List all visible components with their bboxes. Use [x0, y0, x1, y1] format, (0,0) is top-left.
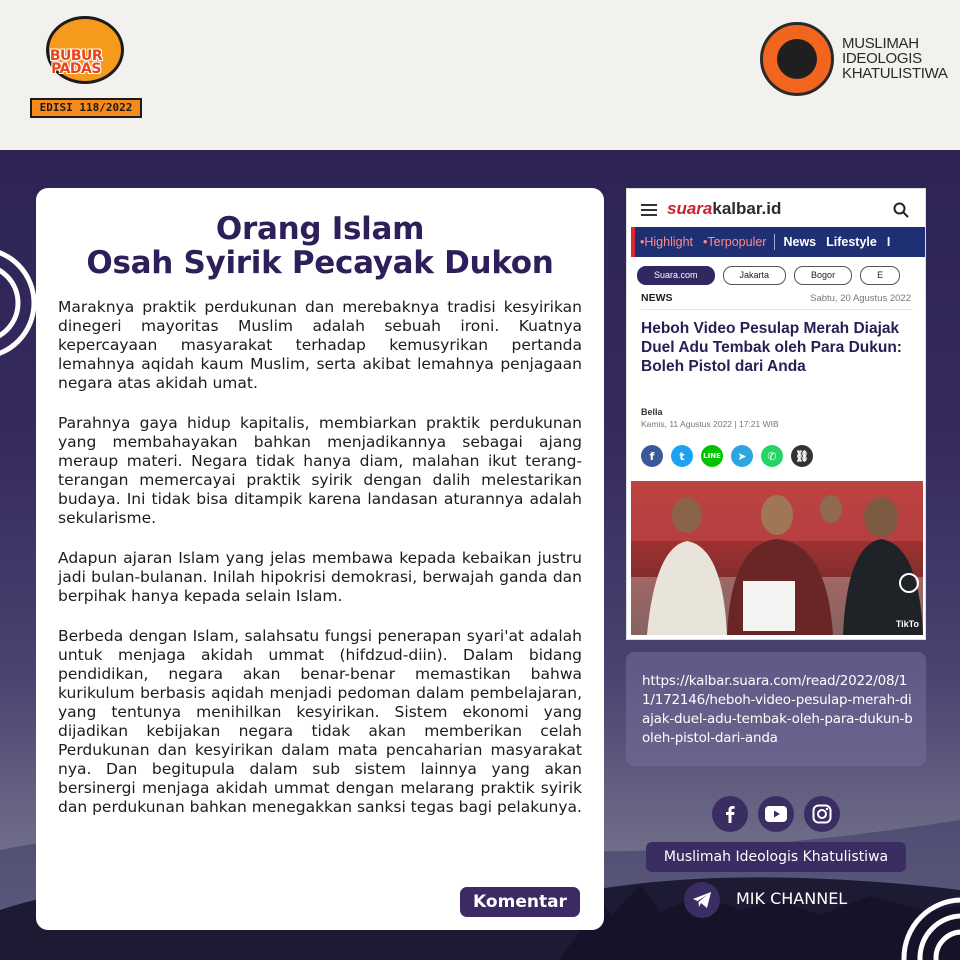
- decorative-ring-right: [900, 896, 960, 960]
- title-line-1: Orang Islam: [215, 211, 425, 247]
- pill-suara[interactable]: Suara.com: [637, 266, 715, 285]
- article-title: [36, 212, 604, 280]
- news-section-label: NEWS: [641, 292, 673, 304]
- edition-badge: EDISI 118/2022: [30, 98, 142, 118]
- instagram-icon[interactable]: [804, 796, 840, 832]
- news-site-logo[interactable]: [667, 199, 781, 219]
- telegram-icon[interactable]: ➤: [731, 445, 753, 467]
- site-suffix: kalbar.id: [712, 199, 782, 218]
- telegram-icon[interactable]: [684, 882, 720, 918]
- youtube-icon[interactable]: [758, 796, 794, 832]
- news-date: Sabtu, 20 Agustus 2022: [810, 293, 911, 304]
- wordmark-line-2: IDEOLOGIS: [842, 50, 922, 67]
- whatsapp-icon[interactable]: ✆: [761, 445, 783, 467]
- mik-channel-label[interactable]: MIK CHANNEL: [736, 889, 848, 908]
- site-prefix: suara: [667, 199, 713, 218]
- news-headline[interactable]: Heboh Video Pesulap Merah Diajak Duel Adu Tembak oleh Para Dukun: Boleh Pistol dari Anda: [641, 320, 902, 375]
- link-icon[interactable]: ⛓: [791, 445, 813, 467]
- people-photo-illustration: [631, 481, 923, 635]
- pill-jakarta[interactable]: Jakarta: [723, 266, 787, 285]
- news-topbar: [627, 189, 926, 227]
- search-icon[interactable]: [893, 202, 909, 218]
- line-icon[interactable]: LINE: [701, 445, 723, 467]
- news-author: Bella: [641, 407, 663, 417]
- news-published-time: Kamis, 11 Agustus 2022 | 17:21 WIB: [641, 419, 779, 429]
- twitter-icon[interactable]: t: [671, 445, 693, 467]
- news-divider: [641, 309, 913, 310]
- source-url-link[interactable]: https://kalbar.suara.com/read/2022/08/11/172146/heboh-video-pesulap-merah-diajak-duel-adu-tembak-oleh-para-dukun-boleh-pistol-dari-anda: [642, 673, 913, 746]
- hamburger-menu-icon[interactable]: [641, 204, 657, 214]
- bubur-padas-logo: [26, 14, 133, 114]
- mosque-icon: [777, 39, 817, 79]
- scalloped-edge: [0, 118, 960, 158]
- logo-brand-text: BUBUR PADAS: [49, 48, 103, 77]
- article-card: [36, 188, 604, 930]
- tiktok-watermark: TikTo: [895, 619, 919, 629]
- nav-lifestyle[interactable]: Lifestyle: [826, 235, 877, 249]
- mik-wordmark: [842, 36, 952, 81]
- source-url-box: [626, 652, 926, 766]
- article-paragraph: Adapun ajaran Islam yang jelas membawa kepada kebaikan justru jadi bulan-bulanan. Inilah hipokrisi demokrasi, berwajah ganda dan berpihak hanya kepada selain Islam.: [58, 549, 582, 605]
- decorative-ring-left: [0, 238, 40, 368]
- nav-news[interactable]: News: [783, 235, 817, 249]
- nav-terpopuler[interactable]: •Terpopuler: [703, 235, 767, 249]
- wordmark-line-3: KHATULISTIWA: [842, 65, 948, 82]
- news-nav-bar: [631, 227, 926, 257]
- news-photo: [631, 481, 923, 635]
- article-body: [58, 298, 582, 838]
- wordmark-line-1: MUSLIMAH: [842, 35, 919, 52]
- share-icons: [641, 445, 813, 467]
- facebook-icon[interactable]: f: [641, 445, 663, 467]
- nav-more[interactable]: I: [886, 235, 891, 249]
- facebook-icon[interactable]: [712, 796, 748, 832]
- social-handle[interactable]: Muslimah Ideologis Khatulistiwa: [646, 842, 906, 872]
- news-screenshot: [626, 188, 926, 640]
- pill-bogor[interactable]: Bogor: [794, 266, 852, 285]
- article-paragraph: Berbeda dengan Islam, salahsatu fungsi penerapan syari'at adalah untuk menjaga akidah ummat (hifdzud-diin). Dalam bidang pendidikan, negara akan benar-benar memastikan bahwa kurikulum berbasis aqidah menjadi pedoman dalam pembelajaran, yang tentunya menihilkan kesyirikan. Sistem ekonomi yang dijadikan kebijakan negara tidak akan memberikan celah Perdukunan dan kesyirikan dalam mata pencaharian masyarakat nya. Dan begitupula dalam sub sistem lainnya yang akan bersinergi menjaga akidah ummat dengan melarang praktik syirik dan perdukunan bahkan menegakkan sanksi tegas bagi pelakunya.: [58, 627, 582, 816]
- nav-divider: [774, 234, 775, 250]
- comment-button[interactable]: Komentar: [459, 886, 581, 918]
- nav-highlight[interactable]: •Highlight: [640, 235, 694, 249]
- pill-more[interactable]: E: [860, 266, 900, 285]
- article-paragraph: Maraknya praktik perdukunan dan merebaknya tradisi kesyirikan dinegeri mayoritas Muslim adalah sebuah ironi. Kuatnya kepercayaan masyarakat terhadap kemusyrikan pertanda lemahnya aqidah kaum Muslim, serta akibat lemahnya penjagaan negara atas akidah umat.: [58, 298, 582, 392]
- title-line-2: Osah Syirik Pecayak Dukon: [86, 245, 554, 281]
- mik-emblem-icon: [760, 22, 834, 96]
- article-paragraph: Parahnya gaya hidup kapitalis, membiarkan praktik perdukunan yang membahayakan bahkan menjadikannya sebagai ajang meraup materi. Negara tidak hanya diam, malahan ikut terang-terangan memercayai praktik syirik dengan dalih melestarikan budaya. Ini tidak bisa ditampik karena landasan aturannya adalah sekularisme.: [58, 414, 582, 527]
- region-pills: [637, 266, 926, 285]
